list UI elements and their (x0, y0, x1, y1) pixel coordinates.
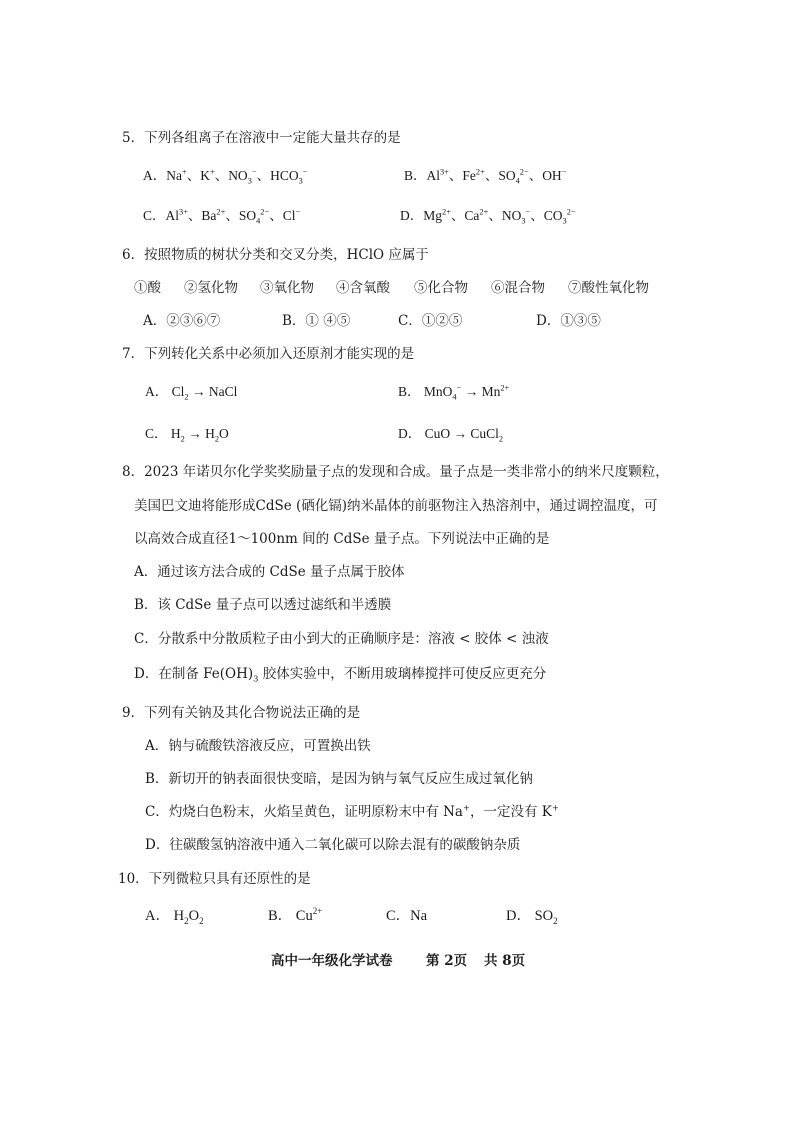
q6-option-c: C．①②⑤ (398, 313, 463, 329)
q5-stem: 5．下列各组离子在溶液中一定能大量共存的是 (122, 130, 401, 146)
q9-stem: 9．下列有关钠及其化合物说法正确的是 (122, 705, 361, 721)
q6-item-4: ④含氧酸 (336, 280, 390, 296)
q10-option-c: C．Na (386, 908, 428, 924)
q10-option-d: D． $SO_2$ (506, 908, 558, 926)
q6-stem: 6．按照物质的树状分类和交叉分类，HClO 应属于 (122, 247, 429, 263)
q6-option-a: A．②③⑥⑦ (143, 313, 221, 329)
q7-stem: 7．下列转化关系中必须加入还原剂才能实现的是 (122, 346, 415, 362)
q6-item-2: ②氢化物 (184, 280, 238, 296)
footer-total: 共 8页 (484, 953, 526, 969)
q8-line-2: 美国巴文迪将能形成CdSe (硒化镉)纳米晶体的前驱物注入热溶剂中，通过调控温度，可 (134, 498, 658, 514)
q6-item-5: ⑤化合物 (414, 280, 468, 296)
q9-option-b: B．新切开的钠表面很快变暗，是因为钠与氧气反应生成过氧化钠 (145, 771, 533, 787)
footer-title: 高中一年级化学试卷 (271, 953, 393, 969)
q7-option-d: D． CuO → CuCl$_2$ (398, 426, 504, 444)
q7-option-c: C． $H_2 \to H_2O$ (145, 426, 229, 444)
q8-line-3: 以高效合成直径1～100nm 间的 CdSe 量子点。下列说法中正确的是 (134, 531, 550, 547)
q10-option-b: B． $Cu^{2+}$ (268, 906, 323, 924)
q6-item-3: ③氧化物 (260, 280, 314, 296)
q10-stem: 10．下列微粒只具有还原性的是 (118, 871, 311, 887)
q8-option-d: D．在制备 $Fe(OH)_3$ 胶体实验中，不断用玻璃棒搅拌可使反应更充分 (134, 666, 547, 684)
q5-option-d: D．$Mg^{2+}$、$Ca^{2+}$、$NO_3^-$、$CO_3^{2-}$ (400, 207, 576, 226)
q6-item-6: ⑥混合物 (491, 280, 545, 296)
q7-option-a: A． $Cl_2$ → NaCl (145, 384, 238, 402)
q9-option-a: A．钠与硫酸铁溶液反应，可置换出铁 (145, 738, 371, 754)
q5-option-b: B．$Al^{3+}$、$Fe^{2+}$、$SO_4^{2-}$、OH− (404, 167, 567, 186)
q5-option-c: C．$Al^{3+}$、$Ba^{2+}$、$SO_4^{2-}$、Cl− (143, 207, 301, 226)
q8-option-a: A．通过该方法合成的 CdSe 量子点属于胶体 (134, 564, 405, 580)
q9-option-d: D．往碳酸氢钠溶液中通入二氧化碳可以除去混有的碳酸钠杂质 (145, 837, 521, 853)
q8-option-c: C．分散系中分散质粒子由小到大的正确顺序是：溶液 < 胶体 < 浊液 (134, 631, 549, 647)
q6-option-d: D．①③⑤ (536, 313, 601, 329)
q10-option-a: A． $H_2O_2$ (145, 908, 204, 926)
footer-page: 第 2页 (426, 953, 468, 969)
q6-item-1: ①酸 (134, 280, 161, 296)
q8-line-1: 8．2023 年诺贝尔化学奖奖励量子点的发现和合成。量子点是一类非常小的纳米尺度颗粒， (122, 464, 669, 480)
q9-option-c: C．灼烧白色粉末，火焰呈黄色，证明原粉末中有 Na+，一定没有 K+ (145, 802, 559, 820)
q6-option-b: B．① ④⑤ (282, 313, 351, 329)
q8-option-b: B．该 CdSe 量子点可以透过滤纸和半透膜 (134, 597, 392, 613)
q5-option-a: A．Na+、K+、$NO_3^-$、$HCO_3^-$ (143, 167, 308, 186)
q7-option-b: B． $MnO_4^- \to Mn^{2+}$ (398, 383, 510, 402)
q6-item-7: ⑦酸性氧化物 (568, 280, 649, 296)
